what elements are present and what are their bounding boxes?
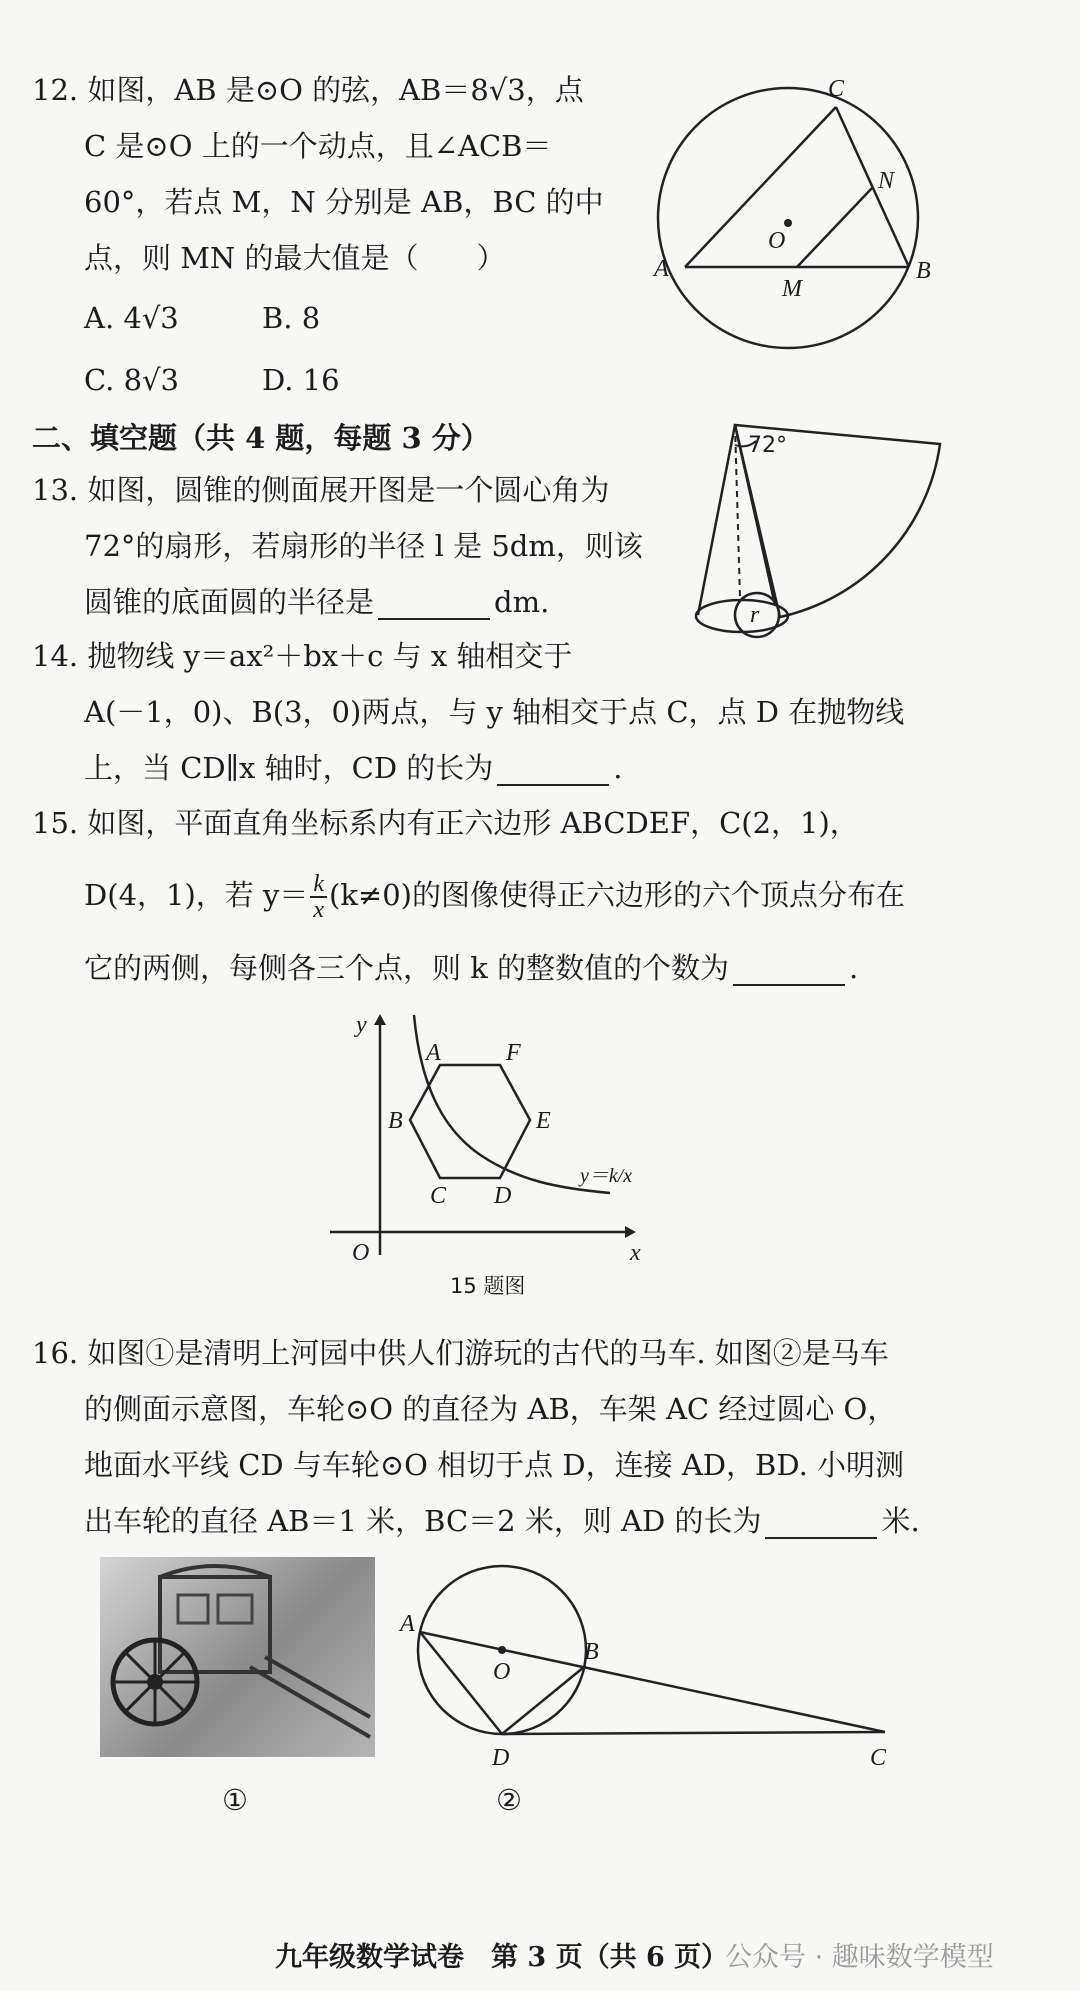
q12-label-c: C — [828, 76, 845, 102]
q16-line4: 出车轮的直径 AB＝1 米，BC＝2 米，则 AD 的长为 米. — [84, 1504, 920, 1538]
q12-line3: 60°，若点 M，N 分别是 AB，BC 的中 — [84, 185, 604, 219]
q13-line3: 圆锥的底面圆的半径是 dm. — [84, 585, 550, 619]
q15-answer-blank[interactable] — [733, 954, 845, 986]
q15-label-f: F — [506, 1040, 521, 1066]
q15-x-arrow — [625, 1226, 636, 1238]
q14-number: 14. — [32, 639, 79, 673]
q15-caption: 15 题图 — [450, 1274, 526, 1298]
q12-label-a: A — [654, 256, 669, 282]
q16-label-d: D — [492, 1745, 510, 1771]
q15-label-y: y — [356, 1012, 367, 1038]
fig1-label: ① — [222, 1783, 248, 1817]
q12-line4: 点，则 MN 的最大值是（ ） — [84, 241, 506, 275]
q14-line3: 上，当 CD∥x 轴时，CD 的长为 . — [84, 751, 623, 785]
q16-label-a: A — [400, 1611, 415, 1637]
q12-label-n: N — [878, 168, 895, 194]
q14-line1: 14. 抛物线 y＝ax²＋bx＋c 与 x 轴相交于 — [32, 639, 573, 673]
q16-line-dc — [502, 1732, 885, 1734]
q16-label-o: O — [493, 1659, 511, 1685]
q16-label-b: B — [584, 1639, 599, 1665]
q12-line1: 12. 如图，AB 是⊙O 的弦，AB＝8√3，点 — [32, 73, 584, 107]
q12-label-o: O — [768, 228, 786, 254]
q12-line2: C 是⊙O 上的一个动点，且∠ACB＝ — [84, 129, 552, 163]
q12-option-b[interactable]: B. 8 — [262, 301, 321, 335]
q12-option-a[interactable]: A. 4√3 — [84, 301, 179, 335]
q16-center-dot — [498, 1646, 506, 1654]
q13-angle-label: 72° — [748, 433, 787, 458]
q12-option-d[interactable]: D. 16 — [262, 363, 340, 397]
q14-answer-blank[interactable] — [497, 754, 609, 786]
q12-line-ac — [685, 107, 836, 267]
q15-label-b: B — [388, 1108, 403, 1134]
q13-line2: 72°的扇形，若扇形的半径 l 是 5dm，则该 — [84, 529, 643, 563]
q12-label-m: M — [782, 276, 802, 302]
q12-line-bc — [836, 107, 909, 267]
q12-circle — [658, 88, 918, 348]
q15-line2: D(4，1)，若 y＝ $\frac{k}{x}$ (k≠0)的图像使得正六边形的六个顶点分布在 — [84, 871, 905, 923]
q16-label-c: C — [870, 1745, 887, 1771]
q15-figure — [330, 1010, 670, 1266]
q16-line2: 的侧面示意图，车轮⊙O 的直径为 AB，车架 AC 经过圆心 O， — [84, 1392, 897, 1426]
q12-number: 12. — [32, 73, 79, 107]
q15-curve-label: y＝k/x — [580, 1165, 633, 1187]
fig2-label: ② — [496, 1783, 522, 1817]
q13-cone-left — [698, 425, 735, 615]
q15-label-x: x — [630, 1240, 641, 1266]
q15-line1: 15. 如图，平面直角坐标系内有正六边形 ABCDEF，C(2，1)， — [32, 806, 859, 840]
watermark: 公众号 · 趣味数学模型 — [725, 1942, 994, 1973]
q14-line2: A(－1，0)、B(3，0)两点，与 y 轴相交于点 C，点 D 在抛物线 — [84, 695, 905, 729]
q16-line3: 地面水平线 CD 与车轮⊙O 相切于点 D，连接 AD，BD. 小明测 — [84, 1448, 905, 1482]
carriage-sketch — [100, 1557, 375, 1757]
q15-label-e: E — [536, 1108, 551, 1134]
page-footer: 九年级数学试卷 第 3 页（共 6 页） — [275, 1942, 729, 1973]
q15-line3: 它的两侧，每侧各三个点，则 k 的整数值的个数为 . — [84, 951, 859, 985]
q12-center-dot — [784, 219, 792, 227]
carriage-photo — [100, 1557, 375, 1757]
section2-title: 二、填空题（共 4 题，每题 3 分） — [32, 421, 490, 455]
q16-figure — [400, 1555, 910, 1775]
q12-line-mn — [797, 188, 872, 267]
q13-cone-axis — [735, 425, 740, 598]
q13-r-label: r — [750, 602, 760, 628]
q15-label-o: O — [352, 1240, 370, 1266]
q12-figure — [640, 76, 931, 360]
q15-label-a: A — [426, 1040, 441, 1066]
q13-figure — [690, 420, 950, 640]
q16-line1: 16. 如图①是清明上河园中供人们游玩的古代的马车. 如图②是马车 — [32, 1336, 889, 1370]
q15-number: 15. — [32, 806, 79, 840]
q15-label-c: C — [430, 1183, 447, 1209]
q12-label-b: B — [916, 258, 931, 284]
q13-answer-blank[interactable] — [378, 588, 490, 620]
q15-y-arrow — [374, 1014, 386, 1025]
q13-line1: 13. 如图，圆锥的侧面展开图是一个圆心角为 — [32, 473, 610, 507]
q13-number: 13. — [32, 473, 79, 507]
q15-fraction: $\frac{k}{x}$ — [310, 872, 327, 922]
q16-number: 16. — [32, 1336, 79, 1370]
q15-label-d: D — [494, 1183, 512, 1209]
q12-option-c[interactable]: C. 8√3 — [84, 363, 179, 397]
q16-answer-blank[interactable] — [765, 1507, 877, 1539]
